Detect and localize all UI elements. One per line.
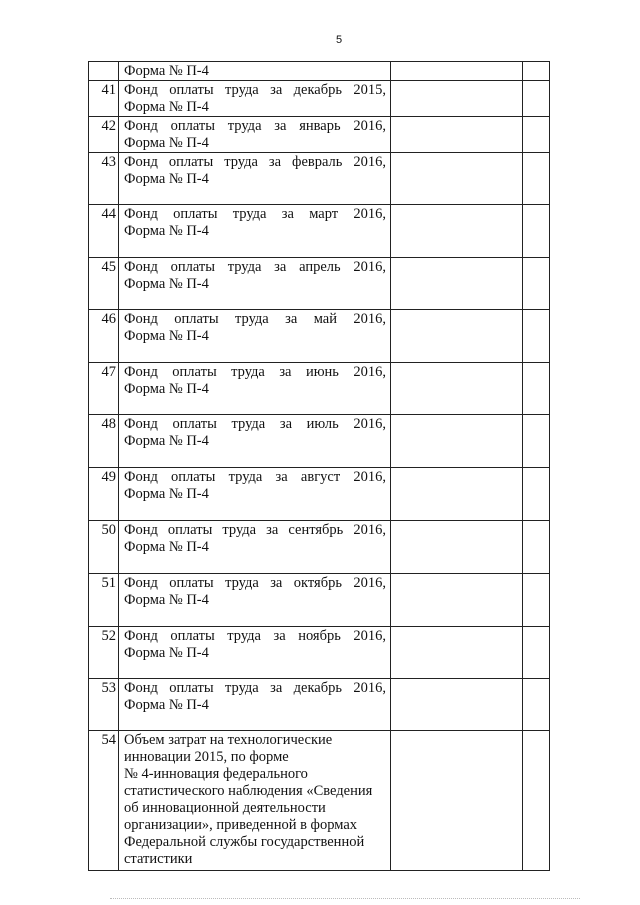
description-line: Фонд оплаты труда за апрель 2016, bbox=[124, 259, 386, 275]
description-line: № 4-инновация федерального bbox=[124, 766, 308, 782]
table-row bbox=[89, 81, 550, 117]
value-cell bbox=[523, 81, 550, 117]
description-line: Фонд оплаты труда за июнь 2016, bbox=[124, 364, 386, 380]
table-row bbox=[89, 468, 550, 521]
description-line: Форма № П-4 bbox=[124, 433, 209, 449]
value-cell bbox=[523, 521, 550, 574]
row-description-cell bbox=[119, 468, 391, 521]
description-line: Форма № П-4 bbox=[124, 99, 209, 115]
value-cell bbox=[523, 205, 550, 258]
row-number-cell: 46 bbox=[89, 310, 119, 363]
row-description-cell bbox=[119, 258, 391, 310]
description-line: Федеральной службы государственной bbox=[124, 834, 365, 850]
row-description-cell bbox=[119, 574, 391, 627]
row-number-cell: 54 bbox=[89, 731, 119, 871]
value-cell bbox=[391, 258, 523, 310]
row-number-cell: 50 bbox=[89, 521, 119, 574]
table-row bbox=[89, 153, 550, 205]
table-row bbox=[89, 731, 550, 871]
row-description-cell bbox=[119, 153, 391, 205]
value-cell bbox=[523, 62, 550, 81]
value-cell bbox=[523, 310, 550, 363]
value-cell bbox=[391, 731, 523, 871]
value-cell bbox=[523, 468, 550, 521]
table-row bbox=[89, 574, 550, 627]
description-line: Форма № П-4 bbox=[124, 381, 209, 397]
row-number-cell: 43 bbox=[89, 153, 119, 205]
description-line: Фонд оплаты труда за июль 2016, bbox=[124, 416, 386, 432]
value-cell bbox=[523, 363, 550, 415]
value-cell bbox=[391, 205, 523, 258]
value-cell bbox=[391, 310, 523, 363]
row-number-cell: 41 bbox=[89, 81, 119, 117]
description-line: Форма № П-4 bbox=[124, 276, 209, 292]
table-row bbox=[89, 117, 550, 153]
row-description-cell bbox=[119, 81, 391, 117]
row-description-cell bbox=[119, 679, 391, 731]
table-row bbox=[89, 679, 550, 731]
description-line: инновации 2015, по форме bbox=[124, 749, 289, 765]
value-cell bbox=[523, 117, 550, 153]
description-line: статистического наблюдения «Сведения bbox=[124, 783, 373, 799]
value-cell bbox=[523, 153, 550, 205]
description-line: Фонд оплаты труда за май 2016, bbox=[124, 311, 386, 327]
row-description-cell bbox=[119, 627, 391, 679]
value-cell bbox=[391, 521, 523, 574]
row-description-cell bbox=[119, 415, 391, 468]
description-line: об инновационной деятельности bbox=[124, 800, 326, 816]
row-description-cell bbox=[119, 310, 391, 363]
description-line: Фонд оплаты труда за сентябрь 2016, bbox=[124, 522, 386, 538]
row-description-cell bbox=[119, 117, 391, 153]
page-number: 5 bbox=[336, 34, 343, 46]
value-cell bbox=[523, 627, 550, 679]
value-cell bbox=[391, 81, 523, 117]
row-number-cell: 52 bbox=[89, 627, 119, 679]
description-line: Форма № П-4 bbox=[124, 223, 209, 239]
description-line: Фонд оплаты труда за февраль 2016, bbox=[124, 154, 386, 170]
description-line: Форма № П-4 bbox=[124, 63, 209, 79]
description-line: организации», приведенной в формах bbox=[124, 817, 357, 833]
row-number-cell: 47 bbox=[89, 363, 119, 415]
table-row bbox=[89, 521, 550, 574]
value-cell bbox=[523, 258, 550, 310]
value-cell bbox=[523, 415, 550, 468]
value-cell bbox=[391, 153, 523, 205]
value-cell bbox=[523, 574, 550, 627]
description-line: Форма № П-4 bbox=[124, 171, 209, 187]
table-row bbox=[89, 62, 550, 81]
description-line: Фонд оплаты труда за декабрь 2015, bbox=[124, 82, 386, 98]
value-cell bbox=[391, 117, 523, 153]
row-number-cell: 45 bbox=[89, 258, 119, 310]
description-line: Фонд оплаты труда за март 2016, bbox=[124, 206, 386, 222]
row-description-cell bbox=[119, 363, 391, 415]
description-line: Фонд оплаты труда за август 2016, bbox=[124, 469, 386, 485]
table-row bbox=[89, 258, 550, 310]
table-row bbox=[89, 310, 550, 363]
row-number-cell: 51 bbox=[89, 574, 119, 627]
row-description-cell bbox=[119, 62, 391, 81]
description-line: Фонд оплаты труда за декабрь 2016, bbox=[124, 680, 386, 696]
description-line: Форма № П-4 bbox=[124, 135, 209, 151]
value-cell bbox=[391, 468, 523, 521]
row-number-cell: 42 bbox=[89, 117, 119, 153]
row-number-cell: 49 bbox=[89, 468, 119, 521]
description-line: Фонд оплаты труда за январь 2016, bbox=[124, 118, 386, 134]
table-row bbox=[89, 363, 550, 415]
table-row bbox=[89, 627, 550, 679]
value-cell bbox=[391, 574, 523, 627]
row-description-cell bbox=[119, 731, 391, 871]
indicators-table bbox=[88, 61, 550, 871]
value-cell bbox=[391, 679, 523, 731]
value-cell bbox=[391, 62, 523, 81]
row-number-cell: 48 bbox=[89, 415, 119, 468]
description-line: Форма № П-4 bbox=[124, 486, 209, 502]
description-line: Форма № П-4 bbox=[124, 539, 209, 555]
description-line: Объем затрат на технологические bbox=[124, 732, 333, 748]
table-row bbox=[89, 205, 550, 258]
description-line: Форма № П-4 bbox=[124, 592, 209, 608]
value-cell bbox=[391, 363, 523, 415]
description-line: статистики bbox=[124, 851, 193, 867]
description-line: Форма № П-4 bbox=[124, 328, 209, 344]
value-cell bbox=[391, 627, 523, 679]
row-number-cell bbox=[89, 62, 119, 81]
row-number-cell: 53 bbox=[89, 679, 119, 731]
row-description-cell bbox=[119, 521, 391, 574]
description-line: Фонд оплаты труда за октябрь 2016, bbox=[124, 575, 386, 591]
row-description-cell bbox=[119, 205, 391, 258]
value-cell bbox=[523, 731, 550, 871]
value-cell bbox=[391, 415, 523, 468]
description-line: Фонд оплаты труда за ноябрь 2016, bbox=[124, 628, 386, 644]
table-row bbox=[89, 415, 550, 468]
description-line: Форма № П-4 bbox=[124, 697, 209, 713]
value-cell bbox=[523, 679, 550, 731]
bottom-rule bbox=[110, 898, 580, 899]
row-number-cell: 44 bbox=[89, 205, 119, 258]
description-line: Форма № П-4 bbox=[124, 645, 209, 661]
